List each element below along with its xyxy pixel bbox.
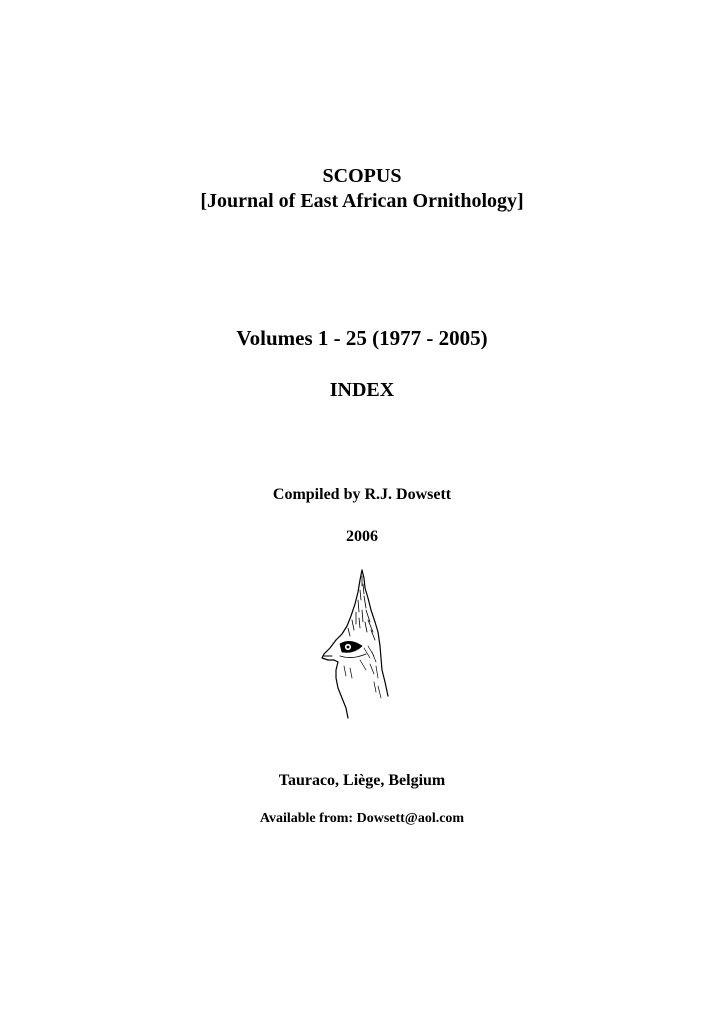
availability-line: Available from: Dowsett@aol.com — [259, 811, 465, 826]
journal-subtitle: [Journal of East African Ornithology] — [200, 190, 524, 212]
index-heading: INDEX — [329, 379, 395, 401]
turaco-head-icon — [318, 566, 390, 726]
journal-title: SCOPUS — [322, 165, 402, 187]
publication-year: 2006 — [346, 528, 378, 545]
volumes-range: Volumes 1 - 25 (1977 - 2005) — [236, 326, 488, 350]
compiler-credit: Compiled by R.J. Dowsett — [272, 486, 452, 503]
publisher-line: Tauraco, Liège, Belgium — [278, 772, 446, 789]
